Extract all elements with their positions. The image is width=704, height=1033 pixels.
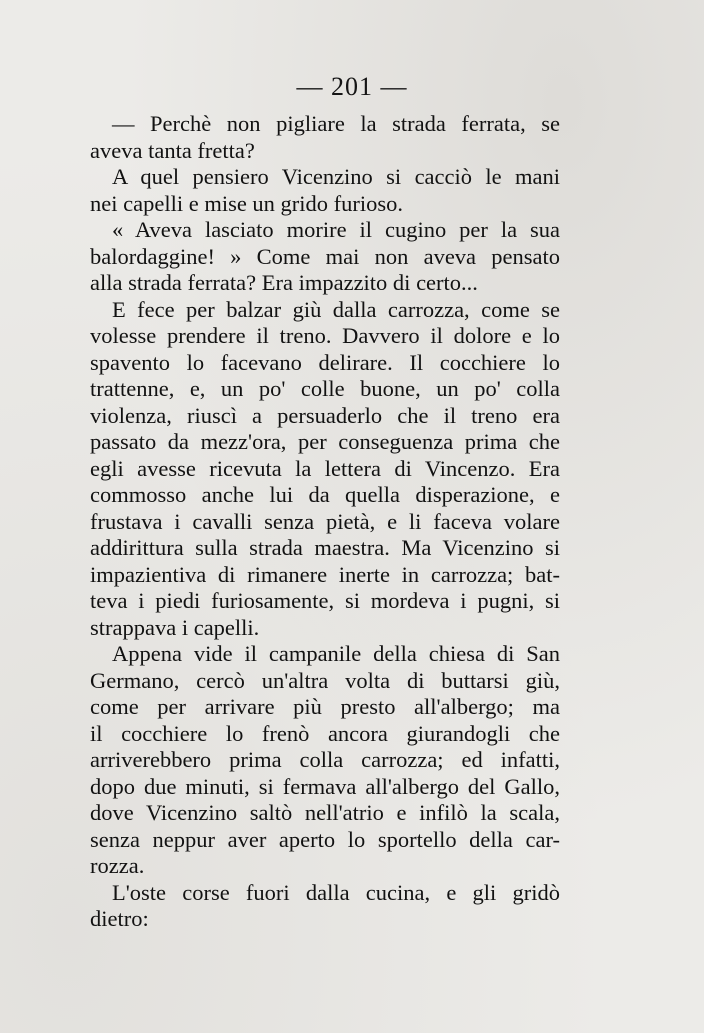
text-line: volesse prendere il treno. Davvero il dolore e lo xyxy=(90,323,560,348)
text-line: teva i piedi furiosamente, si mordeva i pugni, si xyxy=(90,588,560,613)
text-line: nei capelli e mise un grido furioso. xyxy=(90,190,404,216)
text-line: arriverebbero prima colla carrozza; ed infatti, xyxy=(90,747,560,772)
text-line: impazientiva di rimanere inerte in carrozza; bat- xyxy=(90,561,560,587)
text-line: E fece per balzar giù dalla carrozza, come se xyxy=(112,296,560,322)
text-line: Appena vide il campanile della chiesa di San xyxy=(112,641,560,666)
text-line: senza neppur aver aperto lo sportello della car- xyxy=(90,826,560,852)
text-line: « Aveva lasciato morire il cugino per la sua xyxy=(112,217,560,242)
text-line: trattenne, e, un po' colle buone, un po' colla xyxy=(90,376,560,401)
text-line: come per arrivare più presto all'albergo; ma xyxy=(90,694,560,719)
text-line: L'oste corse fuori dalla cucina, e gli gridò xyxy=(112,879,560,905)
text-line: frustava i cavalli senza pietà, e li faceva volare xyxy=(90,508,560,534)
text-line: rozza. xyxy=(90,853,145,878)
text-line: passato da mezz'ora, per conseguenza prima che xyxy=(90,429,560,454)
text-line: aveva tanta fretta? xyxy=(90,137,255,163)
text-line: — Perchè non pigliare la strada ferrata, se xyxy=(112,111,560,136)
text-line: dove Vicenzino saltò nell'atrio e infilò la scala, xyxy=(90,800,560,825)
text-line: A quel pensiero Vicenzino si cacciò le mani xyxy=(112,164,560,189)
text-line: addirittura sulla strada maestra. Ma Vicenzino si xyxy=(90,535,560,560)
text-line: egli avesse ricevuta la lettera di Vincenzo. Era xyxy=(90,455,560,481)
text-line: strappava i capelli. xyxy=(90,614,260,640)
text-line: il cocchiere lo frenò ancora giurandogli che xyxy=(90,720,560,746)
text-line: balordaggine! » Come mai non aveva pensato xyxy=(90,243,560,269)
text-line: dietro: xyxy=(90,906,149,931)
text-line: Germano, cercò un'altra volta di buttarsi giù, xyxy=(90,667,560,693)
text-line: spavento lo facevano delirare. Il cocchiere lo xyxy=(90,349,560,375)
text-line: commosso anche lui da quella disperazione, e xyxy=(90,482,560,507)
page-number: — 201 — xyxy=(296,72,408,101)
text-line: dopo due minuti, si fermava all'albergo del Gallo, xyxy=(90,773,560,799)
body-text xyxy=(90,111,560,933)
text-line: alla strada ferrata? Era impazzito di certo... xyxy=(90,270,478,295)
text-line: violenza, riuscì a persuaderlo che il treno era xyxy=(90,402,560,428)
